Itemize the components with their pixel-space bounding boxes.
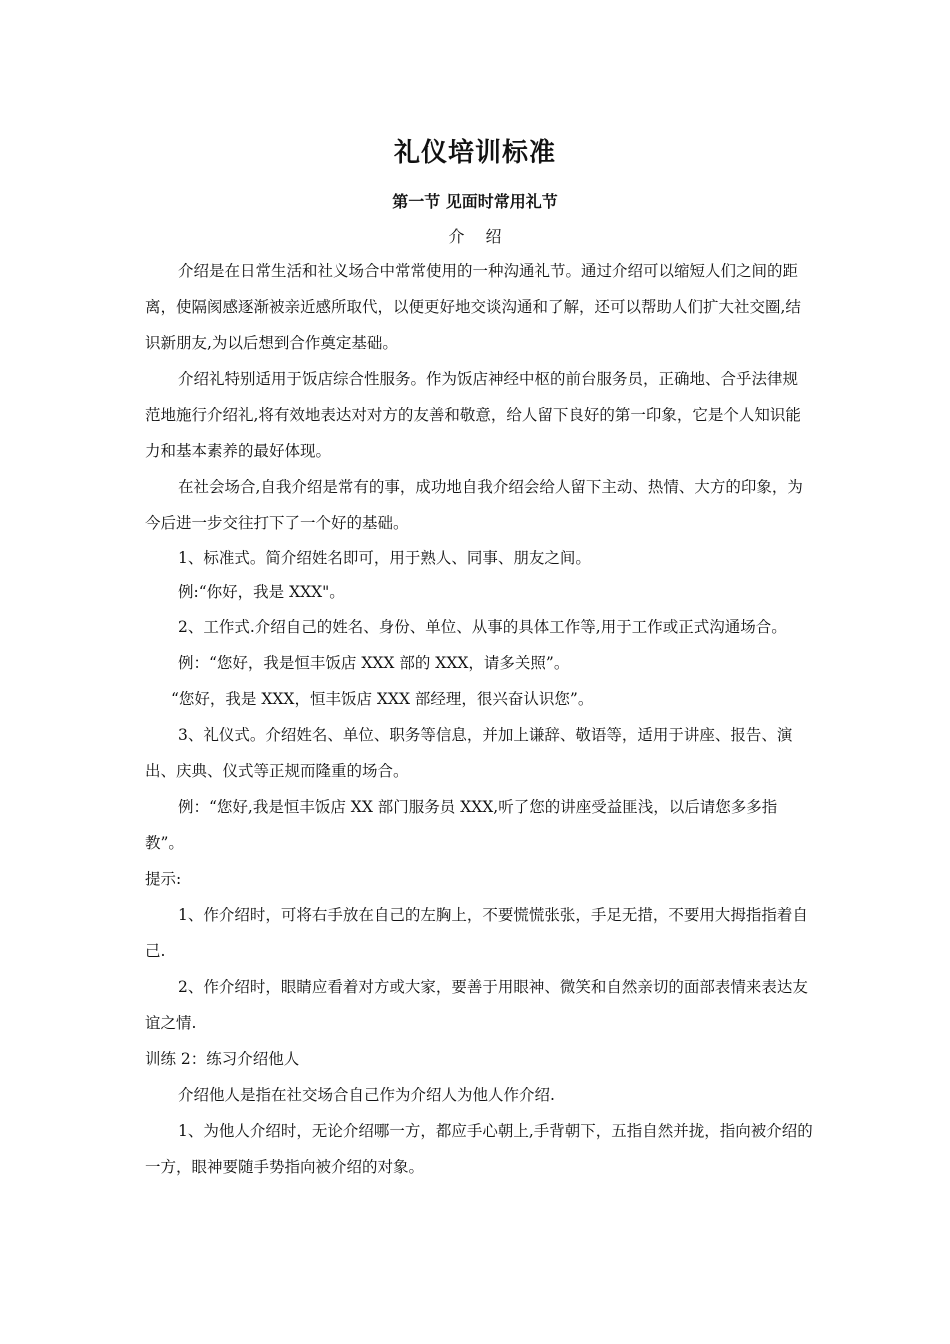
paragraph-self-introduction: 在社会场合,自我介绍是常有的事，成功地自我介绍会给人留下主动、热情、大方的印象，为今后进一步交往打下了一个好的基础。 [145, 478, 803, 532]
paragraph-introduce-others-rule-1: 1、为他人介绍时，无论介绍哪一方，都应手心朝上,手背朝下，五指自然并拢，指向被介绍的一方，眼神要随手势指向被介绍的对象。 [145, 1122, 813, 1176]
paragraph-ceremonial-example: 例：“您好,我是恒丰饭店 XX 部门服务员 XXX,听了您的讲座受益匪浅，以后请您多多指教”。 [145, 798, 778, 852]
document-body [145, 253, 813, 1185]
paragraph-hotel-service: 介绍礼特别适用于饭店综合性服务。作为饭店神经中枢的前台服务员，正确地、合乎法律规范地施行介绍礼,将有效地表达对对方的友善和敬意，给人留下良好的第一印象，它是个人知识能力和基本素养的最好体现。 [145, 370, 801, 460]
paragraph-work-style: 2、工作式.介绍自己的姓名、身份、单位、从事的具体工作等,用于工作或正式沟通场合。 [178, 618, 787, 636]
paragraph-work-example-1: 例：“您好，我是恒丰饭店 XXX 部的 XXX，请多关照”。 [178, 654, 570, 672]
tips-heading: 提示: [145, 870, 182, 888]
document-title: 礼仪培训标准 [393, 138, 556, 168]
paragraph-ceremonial-style: 3、礼仪式。介绍姓名、单位、职务等信息，并加上谦辞、敬语等，适用于讲座、报告、演出、庆典、仪式等正规而隆重的场合。 [145, 726, 793, 780]
training-heading: 训练 2：练习介绍他人 [145, 1050, 300, 1068]
paragraph-intro: 介绍是在日常生活和社义场合中常常使用的一种沟通礼节。通过介绍可以缩短人们之间的距离，使隔阂感逐渐被亲近感所取代，以便更好地交谈沟通和了解，还可以帮助人们扩大社交圈,结识新朋友,为以后想到合作奠定基础。 [145, 262, 801, 352]
paragraph-standard-example: 例:“你好，我是 XXX"。 [178, 583, 345, 601]
paragraph-work-example-2: “您好，我是 XXX，恒丰饭店 XXX 部经理，很兴奋认识您”。 [171, 690, 594, 708]
paragraph-introduce-others: 介绍他人是指在社交场合自己作为介绍人为他人作介绍. [178, 1086, 555, 1104]
paragraph-tip-1: 1、作介绍时，可将右手放在自己的左胸上，不要慌慌张张，手足无措，不要用大拇指指着自己. [145, 906, 808, 960]
section-title: 第一节 见面时常用礼节 [392, 192, 558, 211]
paragraph-standard-style: 1、标准式。简介绍姓名即可，用于熟人、同事、朋友之间。 [178, 549, 591, 567]
paragraph-tip-2: 2、作介绍时，眼睛应看着对方或大家，要善于用眼神、微笑和自然亲切的面部表情来表达友谊之情. [145, 978, 808, 1032]
subsection-title: 介 绍 [448, 227, 510, 246]
